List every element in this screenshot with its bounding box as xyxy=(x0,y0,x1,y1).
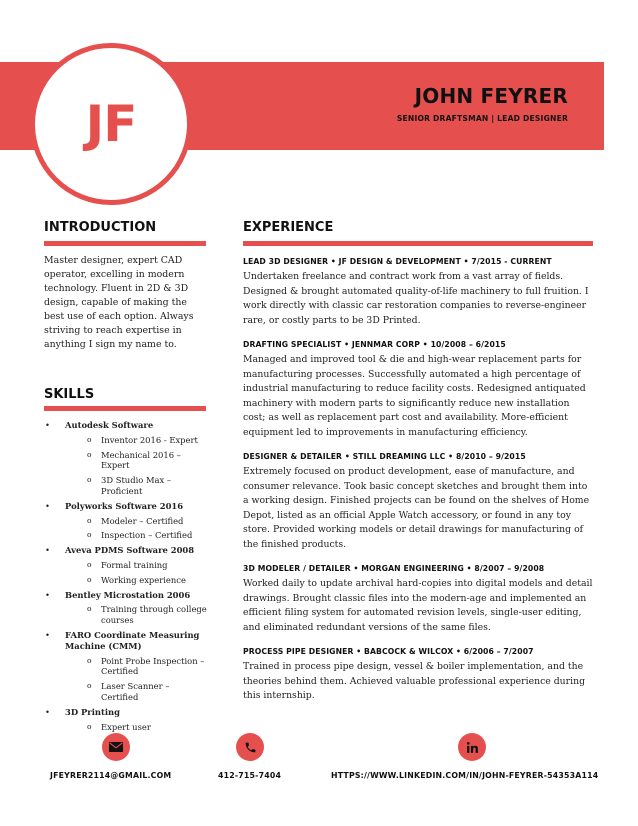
full-name: JOHN FEYRER xyxy=(414,84,568,108)
job-title: DESIGNER & DETAILER • STILL DREAMING LLC • 8/2010 – 9/2015 xyxy=(243,452,526,461)
skill-subitem: o Working experience xyxy=(44,575,209,586)
initials: JF xyxy=(85,95,137,153)
linkedin-link[interactable]: HTTPS://WWW.LINKEDIN.COM/IN/JOHN-FEYRER-54353A114 xyxy=(331,771,599,780)
skill-subitem: o Expert user xyxy=(44,722,209,733)
job-subtitle: SENIOR DRAFTSMAN | LEAD DESIGNER xyxy=(396,114,568,123)
skill-subitem: o Formal training xyxy=(44,560,209,571)
skill-item: • FARO Coordinate Measuring Machine (CMM) xyxy=(44,630,209,652)
skill-subitem: o 3D Studio Max – Proficient xyxy=(44,475,209,497)
experience-rule xyxy=(243,241,593,246)
job-description: Managed and improved tool & die and high-wear replacement parts for manufacturing processes. Successfully automated a high percentage of industrial manufacturing to reduce facility costs. Redesigned antiquated machinery with modern parts to significantly reduce new installation cost; as well as replacement part cost and availability. More-efficient equipment led to improvements in manufacturing efficiency. xyxy=(243,354,586,438)
job-description: Worked daily to update archival hard-copies into digital models and detail drawings. Brought classic files into the modern-age and implemented an efficient filing system for automated revision levels, single-user editing, and eliminated redundant versions of the same files. xyxy=(243,578,593,633)
monogram-badge xyxy=(30,43,192,205)
skill-item: • Autodesk Software xyxy=(44,420,209,431)
envelope-icon[interactable] xyxy=(102,733,130,761)
job-description: Undertaken freelance and contract work from a vast array of fields. Designed & brought automated quality-of-life machinery to full fruition. I work directly with classic car restoration companies to reverse-engineer rare, or costly parts to be 3D Printed. xyxy=(243,271,589,326)
linkedin-icon[interactable] xyxy=(458,733,486,761)
job-entry xyxy=(243,339,593,440)
skill-subitem: o Point Probe Inspection – Certified xyxy=(44,656,209,678)
skill-subitem: o Laser Scanner – Certified xyxy=(44,681,209,703)
skill-item: • Aveva PDMS Software 2008 xyxy=(44,545,209,556)
skills-heading: SKILLS xyxy=(44,387,95,402)
skill-subitem: o Inspection – Certified xyxy=(44,530,209,541)
phone-number[interactable]: 412-715-7404 xyxy=(218,771,282,780)
job-title: 3D MODELER / DETAILER • MORGAN ENGINEERING • 8/2007 – 9/2008 xyxy=(243,564,545,573)
job-description: Extremely focused on product development, ease of manufacture, and consumer relevance. Took basic concept sketches and brought them into a working design. Finished projects can be found on the shelves of Home Depot, listed as an official Apple Watch accessory, or found in any toy store. Provided working models or detail drawings for manufacturing of the finished products. xyxy=(243,466,590,550)
job-title: DRAFTING SPECIALIST • JENNMAR CORP • 10/2008 – 6/2015 xyxy=(243,340,506,349)
skills-list xyxy=(44,420,209,732)
job-entry xyxy=(243,646,593,704)
skill-subitem: o Inventor 2016 - Expert xyxy=(44,435,209,446)
email-link[interactable]: JFEYRER2114@GMAIL.COM xyxy=(50,771,172,780)
job-entry xyxy=(243,451,593,552)
skills-rule xyxy=(44,406,206,411)
skill-subitem: o Training through college courses xyxy=(44,604,209,626)
skill-item: • Polyworks Software 2016 xyxy=(44,501,209,512)
job-description: Trained in process pipe design, vessel & boiler implementation, and the theories behind them. Achieved valuable professional experience during this internship. xyxy=(243,661,586,701)
job-title: LEAD 3D DESIGNER • JF DESIGN & DEVELOPMENT • 7/2015 - CURRENT xyxy=(243,257,552,266)
job-entry xyxy=(243,256,593,328)
introduction-text: Master designer, expert CAD operator, excelling in modern technology. Fluent in 2D & 3D design, capable of making the best use of each option. Always striving to reach expertise in anything I sign my name to. xyxy=(44,255,194,350)
job-entry xyxy=(243,563,593,635)
skill-item: • Bentley Microstation 2006 xyxy=(44,590,209,601)
phone-icon[interactable] xyxy=(236,733,264,761)
introduction-heading: INTRODUCTION xyxy=(44,220,157,235)
skill-item: • 3D Printing xyxy=(44,707,209,718)
skill-subitem: o Mechanical 2016 – Expert xyxy=(44,450,209,472)
introduction-rule xyxy=(44,241,206,246)
experience-list xyxy=(243,256,593,715)
skill-subitem: o Modeler – Certified xyxy=(44,516,209,527)
job-title: PROCESS PIPE DESIGNER • BABCOCK & WILCOX • 6/2006 – 7/2007 xyxy=(243,647,534,656)
experience-heading: EXPERIENCE xyxy=(243,220,334,235)
